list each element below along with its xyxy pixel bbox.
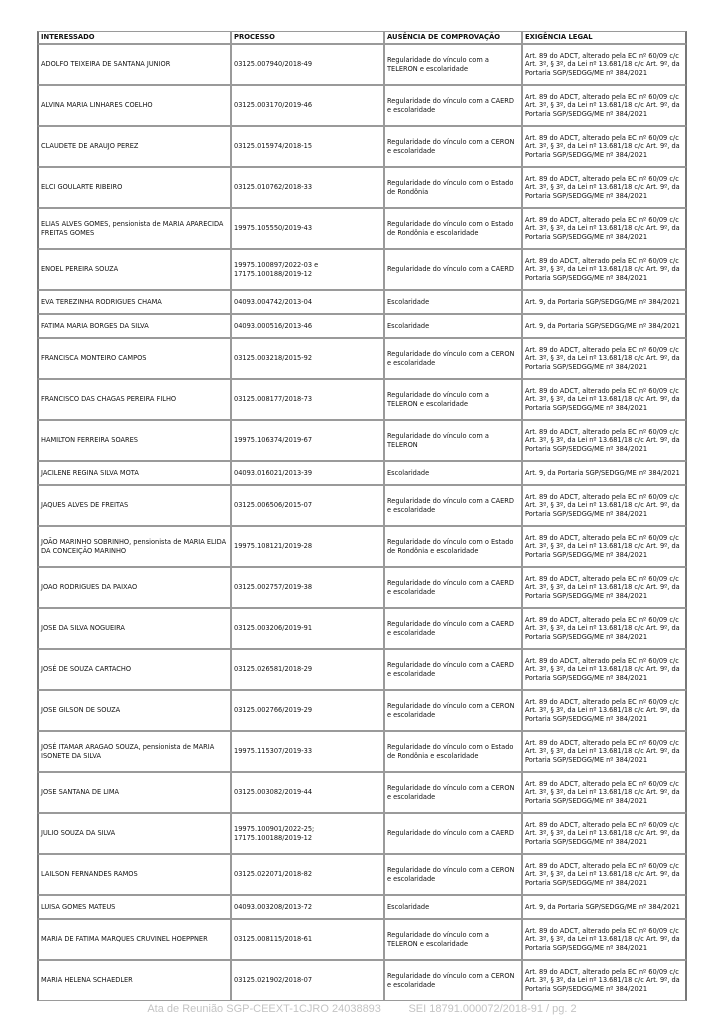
cell-interessado: FRANCISCA MONTEIRO CAMPOS <box>37 338 231 379</box>
cell-ausencia: Regularidade do vínculo com a CERON e escolaridade <box>384 690 522 731</box>
cell-processo: 19975.115307/2019-33 <box>231 731 384 772</box>
cell-processo: 19975.100897/2022-03 e 17175.100188/2019-12 <box>231 249 384 290</box>
cell-interessado: CLAUDETE DE ARAUJO PEREZ <box>37 126 231 167</box>
table-row <box>37 690 687 731</box>
cell-interessado: JOSE DA SILVA NOGUEIRA <box>37 608 231 649</box>
table-row <box>37 919 687 960</box>
table-row <box>37 731 687 772</box>
cell-interessado: JOSÉ ITAMAR ARAGAO SOUZA, pensionista de MARIA ISONETE DA SILVA <box>37 731 231 772</box>
cell-processo: 03125.022071/2018-82 <box>231 854 384 895</box>
table-row <box>37 167 687 208</box>
table-body <box>37 44 687 1001</box>
cell-interessado: EVA TEREZINHA RODRIGUES CHAMA <box>37 290 231 314</box>
footer-meeting-ref: Ata de Reunião SGP-CEEXT-1CJRO 24038893 <box>147 1003 381 1015</box>
cell-interessado: JULIO SOUZA DA SILVA <box>37 813 231 854</box>
cell-interessado: JOSÉ DE SOUZA CARTACHO <box>37 649 231 690</box>
cell-processo: 03125.010762/2018-33 <box>231 167 384 208</box>
cell-ausencia: Regularidade do vínculo com a CERON e escolaridade <box>384 854 522 895</box>
table-row <box>37 126 687 167</box>
cell-ausencia: Regularidade do vínculo com a CERON e escolaridade <box>384 772 522 813</box>
cell-exigencia: Art. 9, da Portaria SGP/SEDGG/ME nº 384/2021 <box>522 290 687 314</box>
table-header-row <box>37 31 687 44</box>
cell-processo: 03125.003218/2015-92 <box>231 338 384 379</box>
cell-exigencia: Art. 89 do ADCT, alterado pela EC nº 60/09 c/c Art. 3º, § 3º, da Lei nº 13.681/18 c/c Art. 9º, da Portaria SGP/SEDGG/ME nº 384/2021 <box>522 44 687 85</box>
cell-interessado: ENOEL PEREIRA SOUZA <box>37 249 231 290</box>
cell-ausencia: Escolaridade <box>384 461 522 485</box>
cell-interessado: FATIMA MARIA BORGES DA SILVA <box>37 314 231 338</box>
table-row <box>37 772 687 813</box>
cell-interessado: ELIAS ALVES GOMES, pensionista de MARIA APARECIDA FREITAS GOMES <box>37 208 231 249</box>
cell-interessado: JACILENE REGINA SILVA MOTA <box>37 461 231 485</box>
cell-interessado: HAMILTON FERREIRA SOARES <box>37 420 231 461</box>
table-row <box>37 44 687 85</box>
cell-interessado: ELCI GOULARTE RIBEIRO <box>37 167 231 208</box>
table-row <box>37 461 687 485</box>
cell-ausencia: Regularidade do vínculo com a CERON e escolaridade <box>384 126 522 167</box>
cell-processo: 19975.106374/2019-67 <box>231 420 384 461</box>
cell-interessado: JAQUES ALVES DE FREITAS <box>37 485 231 526</box>
table-row <box>37 208 687 249</box>
cell-exigencia: Art. 89 do ADCT, alterado pela EC nº 60/09 c/c Art. 3º, § 3º, da Lei nº 13.681/18 c/c Art. 9º, da Portaria SGP/SEDGG/ME nº 384/2021 <box>522 249 687 290</box>
cell-ausencia: Regularidade do vínculo com a TELERON e escolaridade <box>384 379 522 420</box>
cell-exigencia: Art. 89 do ADCT, alterado pela EC nº 60/09 c/c Art. 3º, § 3º, da Lei nº 13.681/18 c/c Art. 9º, da Portaria SGP/SEDGG/ME nº 384/2021 <box>522 772 687 813</box>
cell-exigencia: Art. 89 do ADCT, alterado pela EC nº 60/09 c/c Art. 3º, § 3º, da Lei nº 13.681/18 c/c Art. 9º, da Portaria SGP/SEDGG/ME nº 384/2021 <box>522 167 687 208</box>
table-row <box>37 290 687 314</box>
table-row <box>37 485 687 526</box>
cell-ausencia: Regularidade do vínculo com a CAERD e escolaridade <box>384 649 522 690</box>
cell-processo: 03125.007940/2018-49 <box>231 44 384 85</box>
cell-exigencia: Art. 89 do ADCT, alterado pela EC nº 60/09 c/c Art. 3º, § 3º, da Lei nº 13.681/18 c/c Art. 9º, da Portaria SGP/SEDGG/ME nº 384/2021 <box>522 420 687 461</box>
table-row <box>37 314 687 338</box>
cell-interessado: ALVINA MARIA LINHARES COELHO <box>37 85 231 126</box>
cell-interessado: MARIA HELENA SCHAEDLER <box>37 960 231 1001</box>
cell-ausencia: Regularidade do vínculo com o Estado de Rondônia e escolaridade <box>384 208 522 249</box>
table-row <box>37 379 687 420</box>
table-row <box>37 649 687 690</box>
cell-ausencia: Regularidade do vínculo com o Estado de Rondônia e escolaridade <box>384 526 522 567</box>
table-row <box>37 608 687 649</box>
cell-exigencia: Art. 89 do ADCT, alterado pela EC nº 60/09 c/c Art. 3º, § 3º, da Lei nº 13.681/18 c/c Art. 9º, da Portaria SGP/SEDGG/ME nº 384/2021 <box>522 919 687 960</box>
cell-exigencia: Art. 9, da Portaria SGP/SEDGG/ME nº 384/2021 <box>522 461 687 485</box>
cell-processo: 03125.002757/2019-38 <box>231 567 384 608</box>
cell-exigencia: Art. 89 do ADCT, alterado pela EC nº 60/09 c/c Art. 3º, § 3º, da Lei nº 13.681/18 c/c Art. 9º, da Portaria SGP/SEDGG/ME nº 384/2021 <box>522 960 687 1001</box>
cell-interessado: LUISA GOMES MATEUS <box>37 895 231 919</box>
cell-ausencia: Escolaridade <box>384 290 522 314</box>
page-footer <box>0 1003 724 1015</box>
header-exigencia: EXIGÊNCIA LEGAL <box>522 31 687 44</box>
cell-ausencia: Regularidade do vínculo com a CAERD e escolaridade <box>384 608 522 649</box>
cell-ausencia: Regularidade do vínculo com a CAERD e escolaridade <box>384 485 522 526</box>
table-row <box>37 85 687 126</box>
cell-exigencia: Art. 89 do ADCT, alterado pela EC nº 60/09 c/c Art. 3º, § 3º, da Lei nº 13.681/18 c/c Art. 9º, da Portaria SGP/SEDGG/ME nº 384/2021 <box>522 485 687 526</box>
cell-ausencia: Regularidade do vínculo com a TELERON <box>384 420 522 461</box>
cell-exigencia: Art. 89 do ADCT, alterado pela EC nº 60/09 c/c Art. 3º, § 3º, da Lei nº 13.681/18 c/c Art. 9º, da Portaria SGP/SEDGG/ME nº 384/2021 <box>522 526 687 567</box>
cell-ausencia: Regularidade do vínculo com a CERON e escolaridade <box>384 960 522 1001</box>
cell-ausencia: Regularidade do vínculo com o Estado de Rondônia <box>384 167 522 208</box>
header-ausencia: AUSÊNCIA DE COMPROVAÇÃO <box>384 31 522 44</box>
cell-ausencia: Regularidade do vínculo com a CAERD e escolaridade <box>384 567 522 608</box>
table-row <box>37 567 687 608</box>
cell-ausencia: Regularidade do vínculo com a CAERD e escolaridade <box>384 85 522 126</box>
cell-processo: 03125.003206/2019-91 <box>231 608 384 649</box>
cell-exigencia: Art. 89 do ADCT, alterado pela EC nº 60/09 c/c Art. 3º, § 3º, da Lei nº 13.681/18 c/c Art. 9º, da Portaria SGP/SEDGG/ME nº 384/2021 <box>522 379 687 420</box>
cell-exigencia: Art. 89 do ADCT, alterado pela EC nº 60/09 c/c Art. 3º, § 3º, da Lei nº 13.681/18 c/c Art. 9º, da Portaria SGP/SEDGG/ME nº 384/2021 <box>522 813 687 854</box>
cell-interessado: ADOLFO TEIXEIRA DE SANTANA JUNIOR <box>37 44 231 85</box>
cell-processo: 19975.108121/2019-28 <box>231 526 384 567</box>
cell-processo: 03125.003170/2019-46 <box>231 85 384 126</box>
cell-processo: 19975.100901/2022-25; 17175.100188/2019-12 <box>231 813 384 854</box>
cell-interessado: JOSE GILSON DE SOUZA <box>37 690 231 731</box>
table-row <box>37 249 687 290</box>
cell-processo: 03125.015974/2018-15 <box>231 126 384 167</box>
table-row <box>37 813 687 854</box>
cell-exigencia: Art. 89 do ADCT, alterado pela EC nº 60/09 c/c Art. 3º, § 3º, da Lei nº 13.681/18 c/c Art. 9º, da Portaria SGP/SEDGG/ME nº 384/2021 <box>522 338 687 379</box>
cell-interessado: JOAO RODRIGUES DA PAIXAO <box>37 567 231 608</box>
cell-exigencia: Art. 89 do ADCT, alterado pela EC nº 60/09 c/c Art. 3º, § 3º, da Lei nº 13.681/18 c/c Art. 9º, da Portaria SGP/SEDGG/ME nº 384/2021 <box>522 608 687 649</box>
cell-exigencia: Art. 89 do ADCT, alterado pela EC nº 60/09 c/c Art. 3º, § 3º, da Lei nº 13.681/18 c/c Art. 9º, da Portaria SGP/SEDGG/ME nº 384/2021 <box>522 567 687 608</box>
footer-sei-ref: SEI 18791.000072/2018-91 / pg. 2 <box>408 1003 577 1015</box>
table-row <box>37 526 687 567</box>
cell-ausencia: Regularidade do vínculo com a CAERD <box>384 813 522 854</box>
table-row <box>37 420 687 461</box>
cell-interessado: FRANCISCO DAS CHAGAS PEREIRA FILHO <box>37 379 231 420</box>
cell-ausencia: Regularidade do vínculo com a TELERON e escolaridade <box>384 44 522 85</box>
cell-exigencia: Art. 89 do ADCT, alterado pela EC nº 60/09 c/c Art. 3º, § 3º, da Lei nº 13.681/18 c/c Art. 9º, da Portaria SGP/SEDGG/ME nº 384/2021 <box>522 649 687 690</box>
cell-processo: 03125.021902/2018-07 <box>231 960 384 1001</box>
cell-processo: 04093.016021/2013-39 <box>231 461 384 485</box>
table-row <box>37 895 687 919</box>
cell-exigencia: Art. 89 do ADCT, alterado pela EC nº 60/09 c/c Art. 3º, § 3º, da Lei nº 13.681/18 c/c Art. 9º, da Portaria SGP/SEDGG/ME nº 384/2021 <box>522 85 687 126</box>
cell-exigencia: Art. 89 do ADCT, alterado pela EC nº 60/09 c/c Art. 3º, § 3º, da Lei nº 13.681/18 c/c Art. 9º, da Portaria SGP/SEDGG/ME nº 384/2021 <box>522 208 687 249</box>
cell-processo: 04093.000516/2013-46 <box>231 314 384 338</box>
cell-exigencia: Art. 89 do ADCT, alterado pela EC nº 60/09 c/c Art. 3º, § 3º, da Lei nº 13.681/18 c/c Art. 9º, da Portaria SGP/SEDGG/ME nº 384/2021 <box>522 854 687 895</box>
cell-processo: 03125.026581/2018-29 <box>231 649 384 690</box>
cell-processo: 03125.006506/2015-07 <box>231 485 384 526</box>
cell-ausencia: Escolaridade <box>384 314 522 338</box>
cell-processo: 04093.004742/2013-04 <box>231 290 384 314</box>
cell-exigencia: Art. 9, da Portaria SGP/SEDGG/ME nº 384/2021 <box>522 314 687 338</box>
cell-interessado: JOSE SANTANA DE LIMA <box>37 772 231 813</box>
cell-interessado: MARIA DE FATIMA MARQUES CRUVINEL HOEPPNER <box>37 919 231 960</box>
cell-ausencia: Regularidade do vínculo com a CAERD <box>384 249 522 290</box>
cell-exigencia: Art. 89 do ADCT, alterado pela EC nº 60/09 c/c Art. 3º, § 3º, da Lei nº 13.681/18 c/c Art. 9º, da Portaria SGP/SEDGG/ME nº 384/2021 <box>522 126 687 167</box>
table-row <box>37 854 687 895</box>
cell-interessado: LAILSON FERNANDES RAMOS <box>37 854 231 895</box>
table-row <box>37 338 687 379</box>
cell-ausencia: Regularidade do vínculo com a TELERON e escolaridade <box>384 919 522 960</box>
cell-exigencia: Art. 89 do ADCT, alterado pela EC nº 60/09 c/c Art. 3º, § 3º, da Lei nº 13.681/18 c/c Art. 9º, da Portaria SGP/SEDGG/ME nº 384/2021 <box>522 690 687 731</box>
cell-processo: 04093.003208/2013-72 <box>231 895 384 919</box>
cell-ausencia: Regularidade do vínculo com a CERON e escolaridade <box>384 338 522 379</box>
cell-exigencia: Art. 9, da Portaria SGP/SEDGG/ME nº 384/2021 <box>522 895 687 919</box>
cell-processo: 03125.008115/2018-61 <box>231 919 384 960</box>
cell-interessado: JOÃO MARINHO SOBRINHO, pensionista de MARIA ELIDA DA CONCEIÇÃO MARINHO <box>37 526 231 567</box>
cell-ausencia: Escolaridade <box>384 895 522 919</box>
header-interessado: INTERESSADO <box>37 31 231 44</box>
header-processo: PROCESSO <box>231 31 384 44</box>
cell-processo: 19975.105550/2019-43 <box>231 208 384 249</box>
cell-exigencia: Art. 89 do ADCT, alterado pela EC nº 60/09 c/c Art. 3º, § 3º, da Lei nº 13.681/18 c/c Art. 9º, da Portaria SGP/SEDGG/ME nº 384/2021 <box>522 731 687 772</box>
cell-ausencia: Regularidade do vínculo com o Estado de Rondônia e escolaridade <box>384 731 522 772</box>
cell-processo: 03125.002766/2019-29 <box>231 690 384 731</box>
cell-processo: 03125.003082/2019-44 <box>231 772 384 813</box>
requirements-table <box>37 31 687 1001</box>
cell-processo: 03125.008177/2018-73 <box>231 379 384 420</box>
table-row <box>37 960 687 1001</box>
